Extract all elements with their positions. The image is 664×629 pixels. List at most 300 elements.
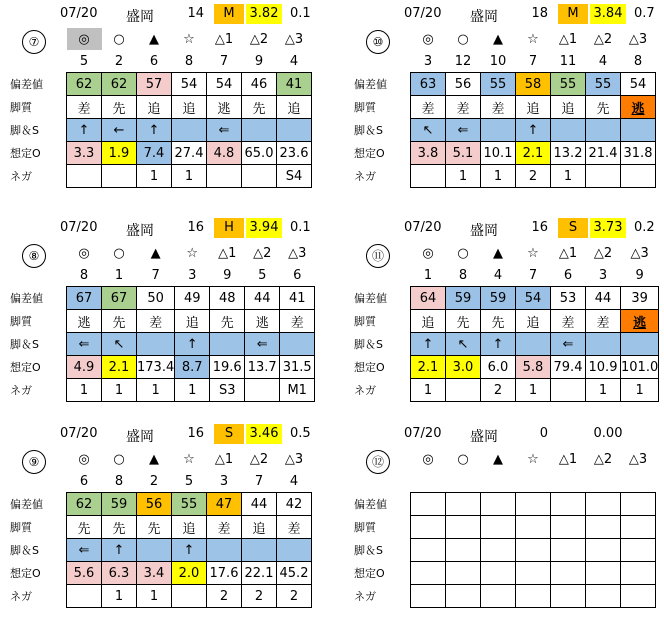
row-label-nega: ネガ: [354, 170, 376, 183]
runner-count: 18: [531, 6, 548, 21]
odds-cell: 6.0: [481, 356, 516, 379]
legtype-cell: 逃: [621, 96, 656, 119]
dev-cell: 44: [586, 287, 621, 310]
mark-cell: △3: [628, 31, 648, 47]
legtype-cell: 差: [137, 310, 175, 333]
arrow-cell: [621, 333, 659, 356]
race-diff: 0.1: [290, 6, 311, 21]
dev-cell: 54: [621, 73, 656, 96]
legtype-cell: 差: [277, 516, 312, 539]
dev-cell: 55: [586, 73, 621, 96]
legtype-cell: [481, 516, 516, 539]
nega-cell: M1: [280, 379, 315, 402]
horse-number: [411, 470, 446, 493]
mark-cell: ☆: [183, 451, 195, 467]
legtype-cell: 先: [137, 516, 172, 539]
arrow-cell: ↑: [172, 539, 207, 562]
legtype-cell: 追: [551, 96, 586, 119]
legtype-cell: 逃: [67, 310, 102, 333]
runner-count: 0: [539, 426, 548, 441]
arrow-cell: ↑: [67, 119, 102, 142]
dev-cell: [621, 493, 656, 516]
spacer: [352, 50, 411, 73]
dev-cell: [516, 493, 551, 516]
odds-cell: [446, 562, 481, 585]
dev-cell: 48: [210, 287, 245, 310]
race-table: [352, 28, 656, 188]
nega-cell: 1: [137, 165, 172, 188]
race-grade: M: [558, 4, 588, 24]
mark-cell: ○: [113, 31, 125, 47]
arrow-cell: ↑: [481, 333, 516, 356]
race-place: 盛岡: [126, 9, 154, 25]
dev-cell: 62: [102, 73, 137, 96]
race-header: [8, 218, 318, 238]
arrow-cell: ↖: [446, 333, 481, 356]
mark-cell: ◎: [78, 245, 90, 261]
race-grade: M: [214, 4, 244, 24]
legtype-cell: 逃: [245, 310, 280, 333]
nega-cell: 1: [102, 379, 137, 402]
dev-cell: 53: [551, 287, 586, 310]
dev-cell: 55: [551, 73, 586, 96]
race-diff: 0.2: [634, 220, 655, 235]
odds-cell: 101.0: [621, 356, 659, 379]
mark-cell: ▲: [150, 245, 161, 261]
row-label-leg: 脚質: [354, 101, 376, 114]
mark-cell: ◎: [422, 451, 434, 467]
arrow-cell: [516, 333, 551, 356]
race-number: ⑪: [366, 244, 390, 268]
horse-number: 4: [598, 53, 608, 69]
nega-cell: [621, 165, 656, 188]
legtype-cell: 追: [516, 96, 551, 119]
horse-number: 12: [454, 53, 472, 69]
mark-cell: ○: [457, 451, 469, 467]
arrow-cell: [586, 333, 621, 356]
dev-cell: 44: [242, 493, 277, 516]
odds-cell: [551, 562, 586, 585]
mark-cell: ◎: [422, 31, 434, 47]
legtype-cell: 逃: [621, 310, 659, 333]
odds-cell: 2.1: [102, 356, 137, 379]
nega-cell: S3: [210, 379, 245, 402]
arrow-cell: [621, 119, 656, 142]
odds-cell: 5.8: [516, 356, 551, 379]
legtype-cell: 差: [481, 96, 516, 119]
odds-cell: 22.1: [242, 562, 277, 585]
horse-number: 5: [79, 53, 89, 69]
dev-cell: 54: [207, 73, 242, 96]
nega-cell: 1: [172, 165, 207, 188]
odds-cell: 17.6: [207, 562, 242, 585]
race-date: 07/20: [60, 6, 98, 21]
arrow-cell: ↑: [411, 333, 446, 356]
dev-cell: 41: [280, 287, 315, 310]
odds-cell: 10.1: [481, 142, 516, 165]
odds-cell: 79.4: [551, 356, 586, 379]
odds-cell: 7.4: [137, 142, 172, 165]
arrow-cell: [551, 119, 586, 142]
mark-cell: △1: [218, 245, 237, 261]
dev-cell: 59: [446, 287, 481, 310]
row-label-dev: 偏差値: [354, 292, 387, 305]
mark-cell: ☆: [186, 245, 199, 261]
mark-cell: ○: [113, 245, 125, 261]
legtype-cell: 差: [280, 310, 315, 333]
nega-cell: [621, 585, 656, 608]
horse-number: 3: [219, 473, 229, 489]
arrow-cell: [446, 539, 481, 562]
odds-cell: 8.7: [175, 356, 210, 379]
mark-cell: ☆: [527, 451, 539, 467]
dev-cell: 54: [172, 73, 207, 96]
legtype-cell: 追: [137, 96, 172, 119]
legtype-cell: 先: [67, 516, 102, 539]
race-place: 盛岡: [470, 429, 498, 445]
dev-cell: [551, 493, 586, 516]
legtype-cell: 先: [586, 96, 621, 119]
dev-cell: 67: [102, 287, 137, 310]
race-score: 3.82: [246, 4, 282, 24]
dev-cell: 62: [67, 493, 102, 516]
row-label-leg: 脚質: [10, 101, 32, 114]
nega-cell: 1: [586, 379, 621, 402]
horse-number: 6: [149, 53, 159, 69]
legtype-cell: 差: [411, 96, 446, 119]
dev-cell: [586, 493, 621, 516]
row-label-nega: ネガ: [354, 590, 376, 603]
nega-cell: 1: [102, 585, 137, 608]
nega-cell: 1: [137, 585, 172, 608]
mark-cell: △3: [284, 451, 304, 467]
horse-number: 9: [635, 267, 644, 283]
horse-number: 7: [219, 53, 229, 69]
legtype-cell: 追: [411, 310, 446, 333]
nega-cell: [207, 165, 242, 188]
horse-number: 2: [114, 53, 124, 69]
arrow-cell: [280, 333, 315, 356]
race-header: [352, 218, 662, 238]
row-label-dev: 偏差値: [354, 498, 387, 511]
dev-cell: [411, 493, 446, 516]
mark-cell: △1: [214, 31, 234, 47]
race-header: [8, 424, 318, 444]
nega-cell: 2: [516, 165, 551, 188]
legtype-cell: 差: [551, 310, 586, 333]
dev-cell: 62: [67, 73, 102, 96]
odds-cell: [516, 562, 551, 585]
nega-cell: 1: [621, 379, 659, 402]
mark-cell: ☆: [183, 31, 195, 47]
nega-cell: [586, 585, 621, 608]
horse-number: 1: [423, 267, 433, 283]
race-diff: 0.5: [290, 426, 311, 441]
race-grade: S: [214, 424, 244, 444]
horse-number: 7: [528, 53, 538, 69]
race-number: ⑩: [366, 30, 390, 54]
nega-cell: [67, 165, 102, 188]
nega-cell: [411, 165, 446, 188]
race-block-11: [352, 218, 662, 423]
mark-cell: ☆: [527, 31, 539, 47]
spacer: [8, 470, 67, 493]
dev-cell: [446, 493, 481, 516]
horse-number: 10: [489, 53, 507, 69]
nega-cell: 1: [481, 165, 516, 188]
row-label-leg: 脚質: [10, 315, 32, 328]
odds-cell: 19.6: [210, 356, 245, 379]
mark-cell: ○: [113, 451, 125, 467]
mark-cell: ◎: [78, 451, 90, 467]
arrow-cell: ↑: [102, 539, 137, 562]
odds-cell: 31.5: [280, 356, 315, 379]
legtype-cell: 先: [102, 96, 137, 119]
row-label-nega: ネガ: [10, 590, 32, 603]
dev-cell: 55: [481, 73, 516, 96]
arrow-cell: ↑: [516, 119, 551, 142]
nega-cell: [242, 165, 277, 188]
odds-cell: 173.4: [137, 356, 175, 379]
odds-cell: 13.7: [245, 356, 280, 379]
dev-cell: 41: [277, 73, 312, 96]
dev-cell: 46: [242, 73, 277, 96]
race-table: [8, 448, 312, 608]
mark-cell: △2: [593, 245, 613, 261]
horse-number: 8: [633, 53, 643, 69]
race-score: 3.94: [246, 218, 282, 238]
mark-cell: △2: [593, 451, 613, 467]
arrow-cell: [277, 119, 312, 142]
odds-cell: 4.8: [207, 142, 242, 165]
race-block-8: [8, 218, 318, 423]
odds-cell: 31.8: [621, 142, 656, 165]
race-score: 3.46: [246, 424, 282, 444]
odds-cell: 2.1: [411, 356, 446, 379]
race-number: ⑫: [366, 450, 390, 474]
race-header: [352, 424, 662, 444]
odds-cell: 10.9: [586, 356, 621, 379]
race-grade: [558, 424, 588, 444]
legtype-cell: 追: [172, 96, 207, 119]
spacer: [352, 264, 411, 287]
mark-cell: ▲: [493, 31, 503, 47]
race-table: [352, 242, 659, 402]
row-label-dev: 偏差値: [10, 292, 43, 305]
row-label-leg: 脚質: [354, 521, 376, 534]
race-table: [8, 28, 312, 188]
horse-number: 4: [289, 473, 299, 489]
dev-cell: [481, 493, 516, 516]
odds-cell: 6.3: [102, 562, 137, 585]
legtype-cell: 先: [210, 310, 245, 333]
nega-cell: [172, 585, 207, 608]
horse-number: 6: [79, 473, 89, 489]
horse-number: 8: [184, 53, 194, 69]
nega-cell: [102, 165, 137, 188]
arrow-cell: [481, 119, 516, 142]
arrow-cell: [207, 539, 242, 562]
arrow-cell: ⇐: [207, 119, 242, 142]
horse-number: 4: [493, 267, 503, 283]
nega-cell: 2: [207, 585, 242, 608]
row-label-legs: 脚＆S: [10, 544, 39, 557]
race-score: 0.00: [593, 426, 623, 441]
nega-cell: [586, 165, 621, 188]
mark-cell: △1: [558, 31, 578, 47]
mark-cell: △2: [249, 31, 269, 47]
race-block-10: [352, 4, 662, 209]
legtype-cell: 追: [242, 516, 277, 539]
race-block-9: [8, 424, 318, 629]
arrow-cell: [586, 539, 621, 562]
spacer: [8, 264, 67, 287]
arrow-cell: ↑: [175, 333, 210, 356]
mark-cell: ◎: [422, 245, 434, 261]
row-label-nega: ネガ: [354, 384, 376, 397]
mark-cell: △1: [558, 451, 578, 467]
arrow-cell: ⇐: [245, 333, 280, 356]
row-label-dev: 偏差値: [10, 78, 43, 91]
dev-cell: 56: [137, 493, 172, 516]
odds-cell: 23.6: [277, 142, 312, 165]
horse-number: [621, 470, 656, 493]
arrow-cell: ⇐: [446, 119, 481, 142]
dev-cell: 54: [516, 287, 551, 310]
nega-cell: 1: [67, 379, 102, 402]
horse-number: 3: [423, 53, 433, 69]
race-header: [352, 4, 662, 24]
nega-cell: [446, 379, 481, 402]
arrow-cell: [481, 539, 516, 562]
row-label-legs: 脚＆S: [10, 124, 39, 137]
mark-cell: △2: [249, 451, 269, 467]
dev-cell: 59: [102, 493, 137, 516]
horse-number: 6: [563, 267, 573, 283]
race-score: 3.73: [590, 218, 626, 238]
legtype-cell: 差: [446, 96, 481, 119]
legtype-cell: 差: [67, 96, 102, 119]
odds-cell: 27.4: [172, 142, 207, 165]
row-label-legs: 脚＆S: [10, 338, 39, 351]
arrow-cell: [516, 539, 551, 562]
race-date: 07/20: [404, 426, 442, 441]
odds-cell: 45.2: [277, 562, 312, 585]
mark-cell: ○: [457, 31, 469, 47]
legtype-cell: 先: [446, 310, 481, 333]
race-number: ⑧: [22, 244, 46, 268]
arrow-cell: ⇐: [67, 333, 102, 356]
arrow-cell: ←: [102, 119, 137, 142]
horse-number: [446, 470, 481, 493]
horse-number: 7: [151, 267, 160, 283]
arrow-cell: ↖: [411, 119, 446, 142]
legtype-cell: 追: [175, 310, 210, 333]
race-diff: 0.7: [634, 6, 655, 21]
legtype-cell: 追: [516, 310, 551, 333]
row-label-leg: 脚質: [10, 521, 32, 534]
race-block-12: [352, 424, 662, 629]
race-number: ⑦: [22, 30, 46, 54]
legtype-cell: [516, 516, 551, 539]
spacer: [352, 28, 411, 50]
arrow-cell: [210, 333, 245, 356]
spacer: [352, 448, 411, 470]
race-header: [8, 4, 318, 24]
race-place: 盛岡: [126, 429, 154, 445]
row-label-legs: 脚＆S: [354, 338, 383, 351]
race-place: 盛岡: [470, 9, 498, 25]
legtype-cell: 逃: [207, 96, 242, 119]
runner-count: 16: [187, 220, 204, 235]
mark-cell: ▲: [149, 31, 159, 47]
legtype-cell: [411, 516, 446, 539]
legtype-cell: [551, 516, 586, 539]
odds-cell: 4.9: [67, 356, 102, 379]
arrow-cell: ⇐: [551, 333, 586, 356]
row-label-odds: 想定O: [10, 361, 41, 374]
dev-cell: 64: [411, 287, 446, 310]
odds-cell: 3.3: [67, 142, 102, 165]
horse-number: 3: [598, 267, 608, 283]
race-number: ⑨: [22, 450, 46, 474]
odds-cell: 3.8: [411, 142, 446, 165]
spacer: [352, 242, 411, 264]
odds-cell: 2.1: [516, 142, 551, 165]
arrow-cell: [277, 539, 312, 562]
odds-cell: 2.0: [172, 562, 207, 585]
horse-number: 5: [184, 473, 194, 489]
horse-number: [586, 470, 621, 493]
race-table: [8, 242, 315, 402]
arrow-cell: [242, 539, 277, 562]
odds-cell: [481, 562, 516, 585]
horse-number: [551, 470, 586, 493]
row-label-odds: 想定O: [10, 567, 41, 580]
odds-cell: 1.9: [102, 142, 137, 165]
horse-number: 11: [559, 53, 577, 69]
odds-cell: [586, 562, 621, 585]
legtype-cell: 追: [172, 516, 207, 539]
nega-cell: 1: [137, 379, 175, 402]
race-block-7: [8, 4, 318, 209]
mark-cell: ▲: [149, 451, 159, 467]
legtype-cell: 先: [481, 310, 516, 333]
dev-cell: 63: [411, 73, 446, 96]
mark-cell: △3: [284, 31, 304, 47]
dev-cell: 59: [481, 287, 516, 310]
race-date: 07/20: [404, 6, 442, 21]
arrow-cell: ↖: [102, 333, 137, 356]
row-label-nega: ネガ: [10, 384, 32, 397]
horse-number: 7: [528, 267, 538, 283]
race-grade: H: [214, 218, 244, 238]
legtype-cell: 先: [242, 96, 277, 119]
nega-cell: [411, 585, 446, 608]
dev-cell: 44: [245, 287, 280, 310]
arrow-cell: ↑: [137, 119, 172, 142]
nega-cell: [67, 585, 102, 608]
spacer: [8, 50, 67, 73]
runner-count: 14: [187, 6, 204, 21]
nega-cell: 1: [411, 379, 446, 402]
horse-number: 6: [293, 267, 302, 283]
dev-cell: 42: [277, 493, 312, 516]
row-label-odds: 想定O: [354, 147, 385, 160]
mark-cell: △1: [214, 451, 234, 467]
legtype-cell: [621, 516, 656, 539]
mark-cell: ▲: [493, 451, 503, 467]
